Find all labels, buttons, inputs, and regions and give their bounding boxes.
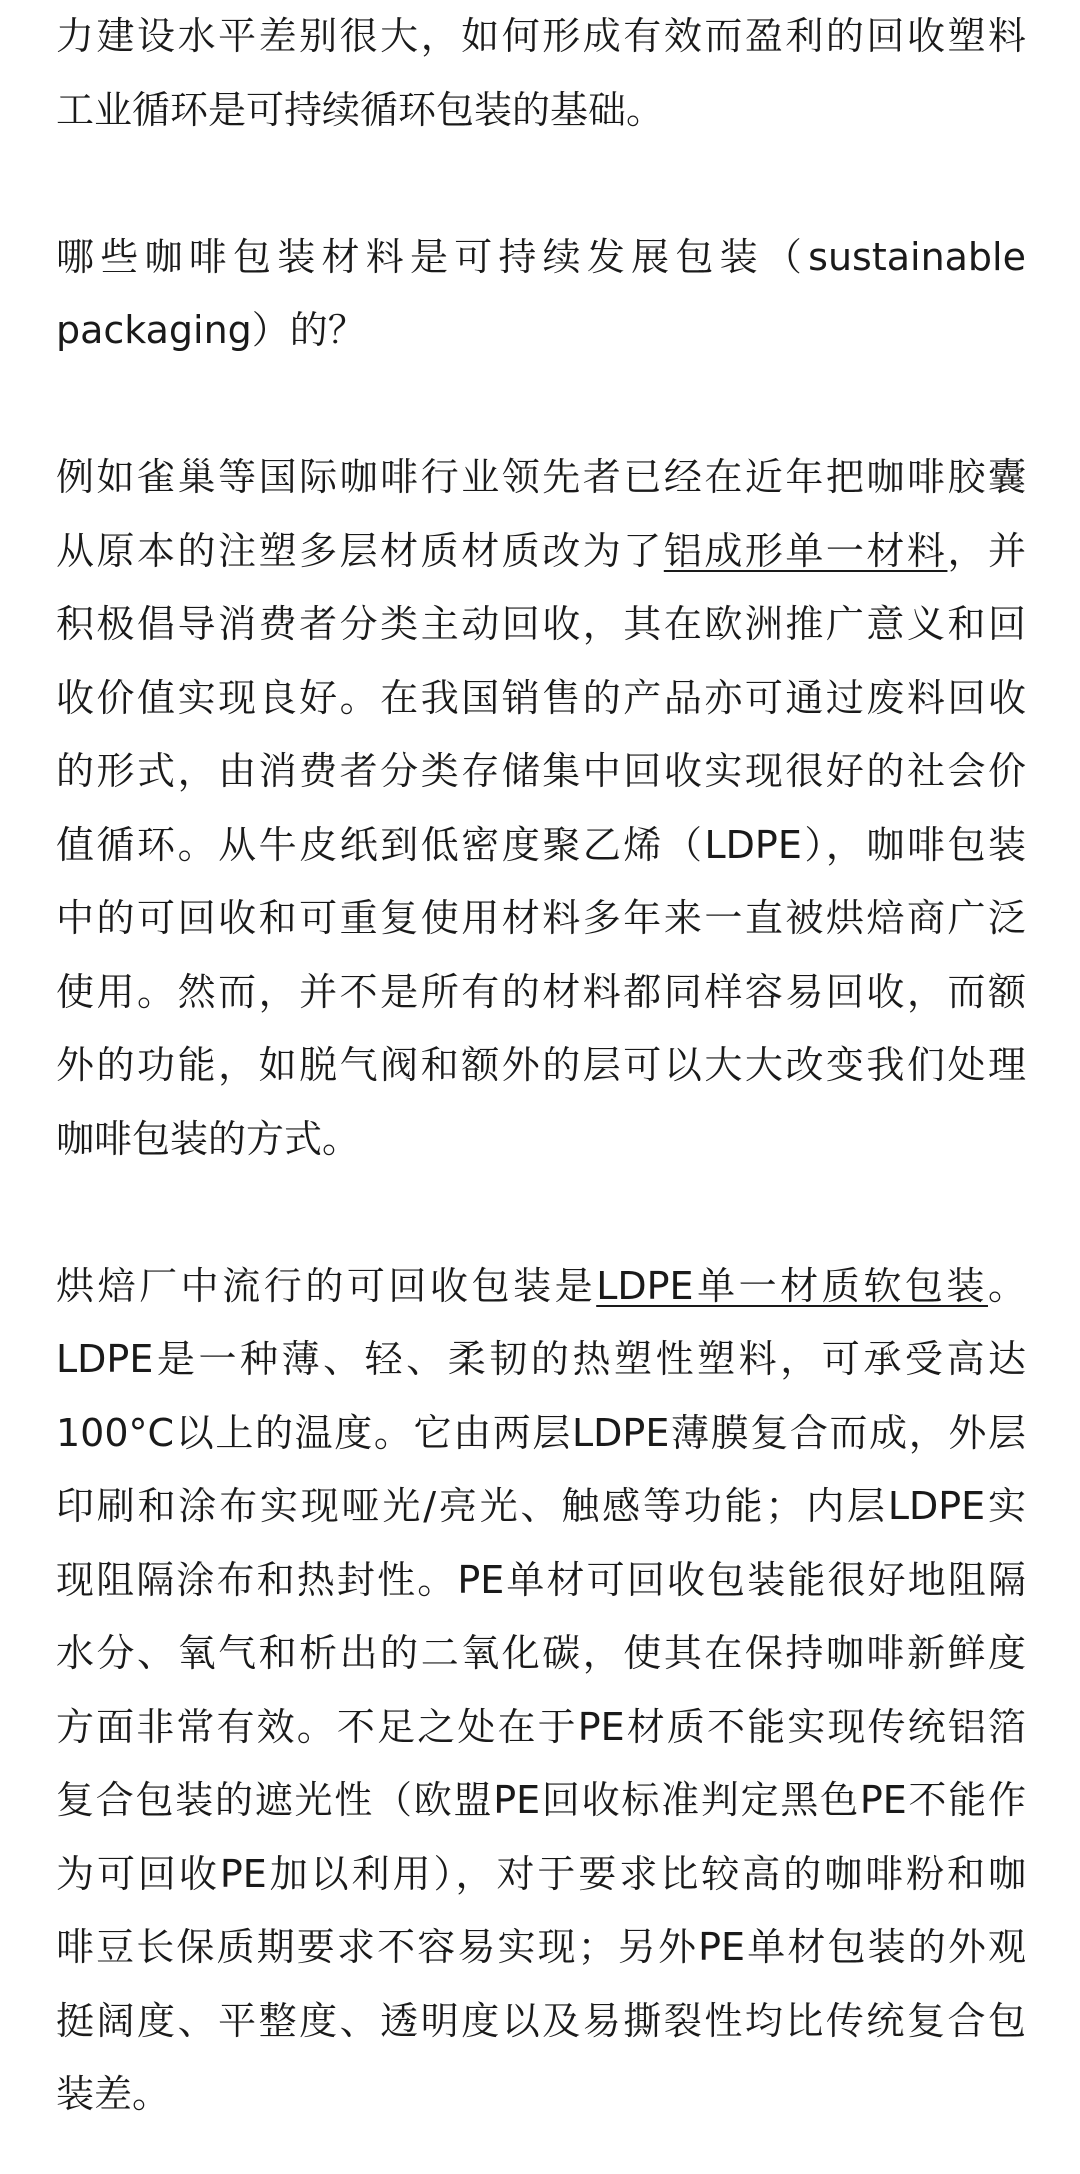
text-line: 啡豆长保质期要求不容易实现；另外PE单材包装的外观 — [56, 1925, 1026, 1969]
paragraph-spacer — [56, 147, 1026, 221]
inline-link[interactable]: LDPE单一材质软包装 — [596, 1263, 988, 1308]
text-line — [56, 515, 1026, 589]
text-segment: 从原本的注塑多层材质材质改为了 — [56, 528, 664, 573]
text-line: 例如雀巢等国际咖啡行业领先者已经在近年把咖啡胶囊 — [56, 455, 1026, 499]
text-line: 100°C以上的温度。它由两层LDPE薄膜复合而成，外层 — [56, 1410, 1026, 1455]
text-line: 方面非常有效。不足之处在于PE材质不能实现传统铝箔 — [56, 1704, 1026, 1749]
text-line: 挺阔度、平整度、透明度以及易撕裂性均比传统复合包 — [56, 1998, 1026, 2043]
text-line: 积极倡导消费者分类主动回收，其在欧洲推广意义和回 — [56, 602, 1026, 646]
paragraph — [56, 1250, 1026, 2132]
text-line: 装差。 — [56, 2072, 171, 2116]
text-line: 水分、氧气和析出的二氧化碳，使其在保持咖啡新鲜度 — [56, 1631, 1026, 1675]
text-line: 使用。然而，并不是所有的材料都同样容易回收，而额 — [56, 969, 1026, 1014]
paragraph — [56, 221, 1026, 368]
inline-link[interactable]: 铝成形单一材料 — [663, 528, 948, 573]
article-body — [56, 0, 1026, 2132]
text-segment: 烘焙厂中流行的可回收包装是 — [56, 1263, 597, 1308]
text-line: 哪些咖啡包装材料是可持续发展包装（sustainable — [56, 234, 1026, 279]
text-line: 为可回收PE加以利用），对于要求比较高的咖啡粉和咖 — [56, 1851, 1026, 1896]
text-line: 印刷和涂布实现哑光/亮光、触感等功能；内层LDPE实 — [56, 1484, 1026, 1528]
text-line: 的形式，由消费者分类存储集中回收实现很好的社会价 — [56, 749, 1026, 793]
text-line: 中的可回收和可重复使用材料多年来一直被烘焙商广泛 — [56, 896, 1026, 940]
paragraph — [56, 0, 1026, 147]
text-line: 外的功能，如脱气阀和额外的层可以大大改变我们处理 — [56, 1043, 1026, 1087]
paragraph-spacer — [56, 1176, 1026, 1250]
text-line: LDPE是一种薄、轻、柔韧的热塑性塑料，可承受高达 — [56, 1337, 1026, 1381]
text-segment: 。 — [987, 1263, 1026, 1308]
text-line: 复合包装的遮光性（欧盟PE回收标准判定黑色PE不能作 — [56, 1778, 1026, 1822]
text-segment: ，并 — [947, 528, 1026, 573]
text-line: 咖啡包装的方式。 — [56, 1116, 361, 1161]
text-line — [56, 1250, 1026, 1324]
text-line: 工业循环是可持续循环包装的基础。 — [56, 87, 665, 132]
text-line: 收价值实现良好。在我国销售的产品亦可通过废料回收 — [56, 675, 1026, 720]
paragraph-spacer — [56, 368, 1026, 442]
text-line: packaging）的？ — [56, 308, 366, 352]
text-line: 值循环。从牛皮纸到低密度聚乙烯（LDPE），咖啡包装 — [56, 822, 1026, 867]
text-line: 力建设水平差别很大，如何形成有效而盈利的回收塑料 — [56, 14, 1026, 58]
text-line: 现阻隔涂布和热封性。PE单材可回收包装能很好地阻隔 — [56, 1557, 1026, 1602]
paragraph — [56, 441, 1026, 1176]
